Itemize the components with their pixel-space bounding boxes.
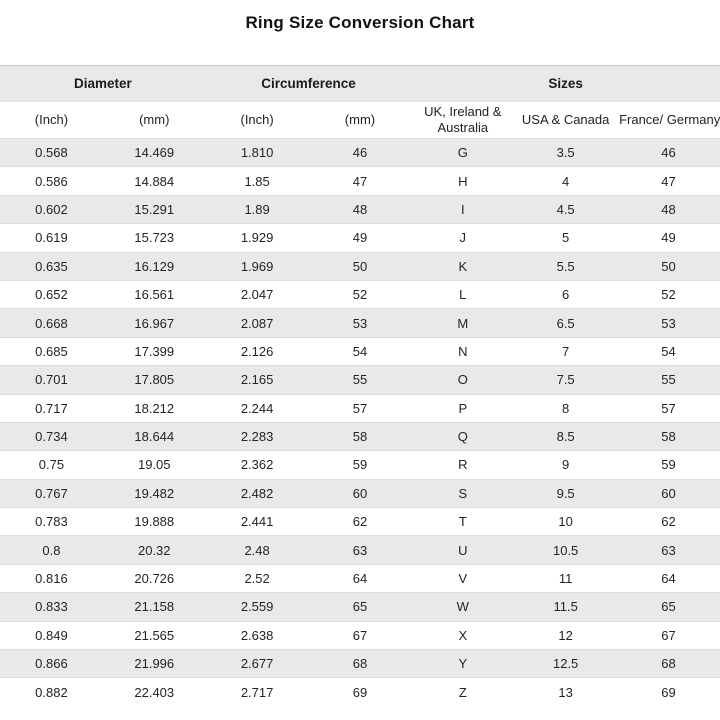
table-cell: X (458, 627, 468, 643)
column-header-circumference-inch: (Inch) (240, 111, 274, 127)
column-header-uk-ireland-australia: UK, Ireland & Australia (424, 103, 502, 135)
table-cell: K (458, 258, 468, 274)
table-row (0, 394, 720, 422)
table-cell: 10 (558, 514, 573, 530)
table-cell: 16.129 (134, 258, 175, 274)
table-cell: 3.5 (556, 145, 575, 161)
table-row (0, 621, 720, 649)
table-row (0, 280, 720, 308)
table-cell: 65 (661, 599, 676, 615)
table-cell: 14.469 (134, 145, 175, 161)
table-cell: 0.767 (35, 485, 68, 501)
table-row (0, 422, 720, 450)
table-cell: 65 (352, 599, 368, 615)
table-cell: 21.158 (134, 599, 175, 615)
table-cell: 52 (352, 287, 368, 303)
table-row (0, 139, 720, 167)
table-row (0, 366, 720, 394)
table-cell: W (456, 599, 469, 615)
table-row (0, 564, 720, 592)
table-cell: 54 (661, 343, 676, 359)
table-cell: 47 (661, 173, 676, 189)
table-row (0, 337, 720, 365)
table-cell: 0.866 (35, 656, 68, 672)
table-cell: 49 (352, 230, 368, 246)
table-cell: Q (457, 429, 468, 445)
table-cell: 55 (352, 372, 368, 388)
table-row (0, 650, 720, 678)
table-cell: 17.399 (134, 343, 175, 359)
table-cell: 48 (352, 201, 368, 217)
ring-size-conversion-table (0, 65, 720, 706)
table-cell: 12.5 (552, 656, 579, 672)
table-row (0, 195, 720, 223)
table-cell: 7 (562, 343, 570, 359)
table-cell: 2.283 (240, 429, 274, 445)
table-cell: 16.561 (134, 287, 175, 303)
table-cell: 19.888 (134, 514, 175, 530)
table-cell: 10.5 (552, 542, 579, 558)
table-cell: 16.967 (134, 315, 175, 331)
table-cell: 0.816 (35, 571, 68, 587)
table-cell: 2.244 (240, 400, 274, 416)
table-body (0, 139, 720, 707)
table-row (0, 678, 720, 706)
table-cell: 69 (352, 684, 368, 700)
table-cell: 0.882 (35, 684, 68, 700)
table-cell: 12 (558, 627, 573, 643)
table-cell: H (458, 173, 468, 189)
table-cell: 2.087 (240, 315, 274, 331)
table-cell: 57 (352, 400, 368, 416)
table-cell: 69 (661, 684, 676, 700)
table-cell: 62 (661, 514, 676, 530)
table-cell: 1.929 (240, 230, 274, 246)
table-cell: 0.602 (35, 201, 68, 217)
table-cell: 11 (558, 571, 573, 587)
table-cell: 6.5 (556, 315, 575, 331)
table-cell: 13 (558, 684, 573, 700)
table-cell: R (458, 457, 468, 473)
table-cell: 58 (661, 429, 676, 445)
table-cell: U (458, 542, 468, 558)
table-cell: 2.362 (240, 457, 274, 473)
table-cell: 0.8 (42, 542, 61, 558)
table-cell: 0.783 (35, 514, 68, 530)
table-cell: 2.482 (240, 485, 274, 501)
table-cell: 0.586 (35, 173, 68, 189)
column-header-diameter-mm: (mm) (139, 111, 170, 127)
table-cell: 17.805 (134, 372, 175, 388)
table-cell: 0.701 (35, 372, 68, 388)
table-cell: 53 (352, 315, 368, 331)
table-cell: 50 (661, 258, 676, 274)
table-cell: 0.652 (35, 287, 68, 303)
page-title: Ring Size Conversion Chart (245, 13, 475, 32)
table-cell: 15.723 (134, 230, 175, 246)
table-cell: 50 (352, 258, 368, 274)
table-cell: 6 (562, 287, 570, 303)
table-cell: 54 (352, 343, 368, 359)
table-cell: 47 (352, 173, 368, 189)
table-cell: N (458, 343, 468, 359)
column-header-diameter-inch: (Inch) (34, 111, 69, 127)
table-cell: 2.441 (240, 514, 274, 530)
table-cell: 52 (661, 287, 676, 303)
table-row (0, 593, 720, 621)
table-cell: L (459, 287, 467, 303)
column-header-usa-canada: USA & Canada (521, 111, 610, 127)
column-group-circumference: Circumference (261, 76, 356, 91)
table-cell: 49 (661, 230, 676, 246)
column-header-france-germany: France/ Germany (619, 111, 720, 127)
table-cell: V (458, 571, 468, 587)
table-cell: 2.126 (240, 343, 274, 359)
table-header (0, 66, 720, 139)
table-cell: 53 (661, 315, 676, 331)
table-cell: 2.52 (244, 571, 270, 587)
table-cell: 63 (352, 542, 368, 558)
table-row (0, 224, 720, 252)
table-cell: 0.635 (35, 258, 68, 274)
table-cell: 2.559 (240, 599, 274, 615)
table-cell: 46 (352, 145, 368, 161)
table-cell: Z (458, 684, 467, 700)
table-cell: 18.212 (134, 400, 175, 416)
table-cell: 1.89 (244, 201, 270, 217)
table-cell: 11.5 (553, 599, 578, 615)
table-cell: 18.644 (134, 429, 175, 445)
table-cell: 0.668 (35, 315, 68, 331)
table-cell: 22.403 (134, 684, 175, 700)
table-cell: 4.5 (556, 201, 575, 217)
table-cell: 0.717 (35, 400, 68, 416)
column-group-diameter: Diameter (73, 76, 132, 91)
table-cell: 2.638 (240, 627, 274, 643)
table-cell: 57 (661, 400, 676, 416)
table-row (0, 252, 720, 280)
table-cell: M (457, 315, 469, 331)
table-cell: 7.5 (556, 372, 575, 388)
table-row (0, 479, 720, 507)
table-cell: 48 (661, 201, 676, 217)
table-cell: G (457, 145, 468, 161)
table-cell: 0.734 (35, 429, 68, 445)
table-cell: 0.685 (35, 343, 68, 359)
table-cell: 63 (661, 542, 676, 558)
table-cell: O (457, 372, 468, 388)
table-cell: Y (458, 656, 468, 672)
table-cell: I (460, 201, 465, 217)
table-cell: 67 (352, 627, 368, 643)
table-row (0, 508, 720, 536)
table-cell: 21.996 (134, 656, 175, 672)
table-cell: 9.5 (556, 485, 575, 501)
table-cell: 14.884 (134, 173, 175, 189)
table-cell: 19.05 (137, 457, 171, 473)
table-cell: 59 (352, 457, 368, 473)
table-cell: 62 (352, 514, 368, 530)
table-cell: 55 (661, 372, 676, 388)
table-cell: 2.677 (240, 656, 274, 672)
table-cell: 2.047 (240, 287, 274, 303)
table-cell: 68 (352, 656, 368, 672)
table-cell: T (458, 514, 467, 530)
column-group-sizes: Sizes (548, 76, 583, 91)
table-cell: 20.32 (137, 542, 171, 558)
table-cell: J (459, 230, 467, 246)
table-row (0, 309, 720, 337)
table-cell: 5.5 (556, 258, 575, 274)
table-row (0, 451, 720, 479)
table-cell: 2.717 (240, 684, 274, 700)
table-cell: 21.565 (134, 627, 175, 643)
table-cell: 58 (352, 429, 368, 445)
table-row (0, 167, 720, 195)
table-cell: 2.165 (240, 372, 274, 388)
table-cell: 0.833 (35, 599, 68, 615)
table-cell: 64 (661, 571, 676, 587)
table-row (0, 536, 720, 564)
table-cell: 0.568 (35, 145, 68, 161)
table-cell: 5 (562, 230, 570, 246)
table-cell: 46 (661, 145, 676, 161)
column-group-row (0, 66, 720, 102)
table-cell: 60 (352, 485, 368, 501)
table-cell: S (458, 485, 468, 501)
table-cell: 0.75 (38, 457, 65, 473)
table-cell: 1.969 (240, 258, 274, 274)
table-cell: 4 (562, 173, 570, 189)
table-cell: 67 (661, 627, 676, 643)
table-cell: 2.48 (244, 542, 270, 558)
table-cell: 1.810 (240, 145, 274, 161)
table-cell: 0.849 (35, 627, 68, 643)
table-cell: 20.726 (134, 571, 175, 587)
table-cell: 15.291 (134, 201, 175, 217)
table-cell: 68 (661, 656, 676, 672)
table-cell: 8.5 (556, 429, 575, 445)
table-cell: 1.85 (244, 173, 270, 189)
table-cell: 9 (562, 457, 570, 473)
column-header-circumference-mm: (mm) (344, 111, 376, 127)
table-cell: 59 (661, 457, 676, 473)
column-header-row (0, 102, 720, 139)
table-cell: P (458, 400, 468, 416)
table-cell: 19.482 (134, 485, 175, 501)
table-cell: 60 (661, 485, 676, 501)
table-cell: 8 (562, 400, 570, 416)
table-cell: 64 (352, 571, 368, 587)
table-cell: 0.619 (35, 230, 68, 246)
